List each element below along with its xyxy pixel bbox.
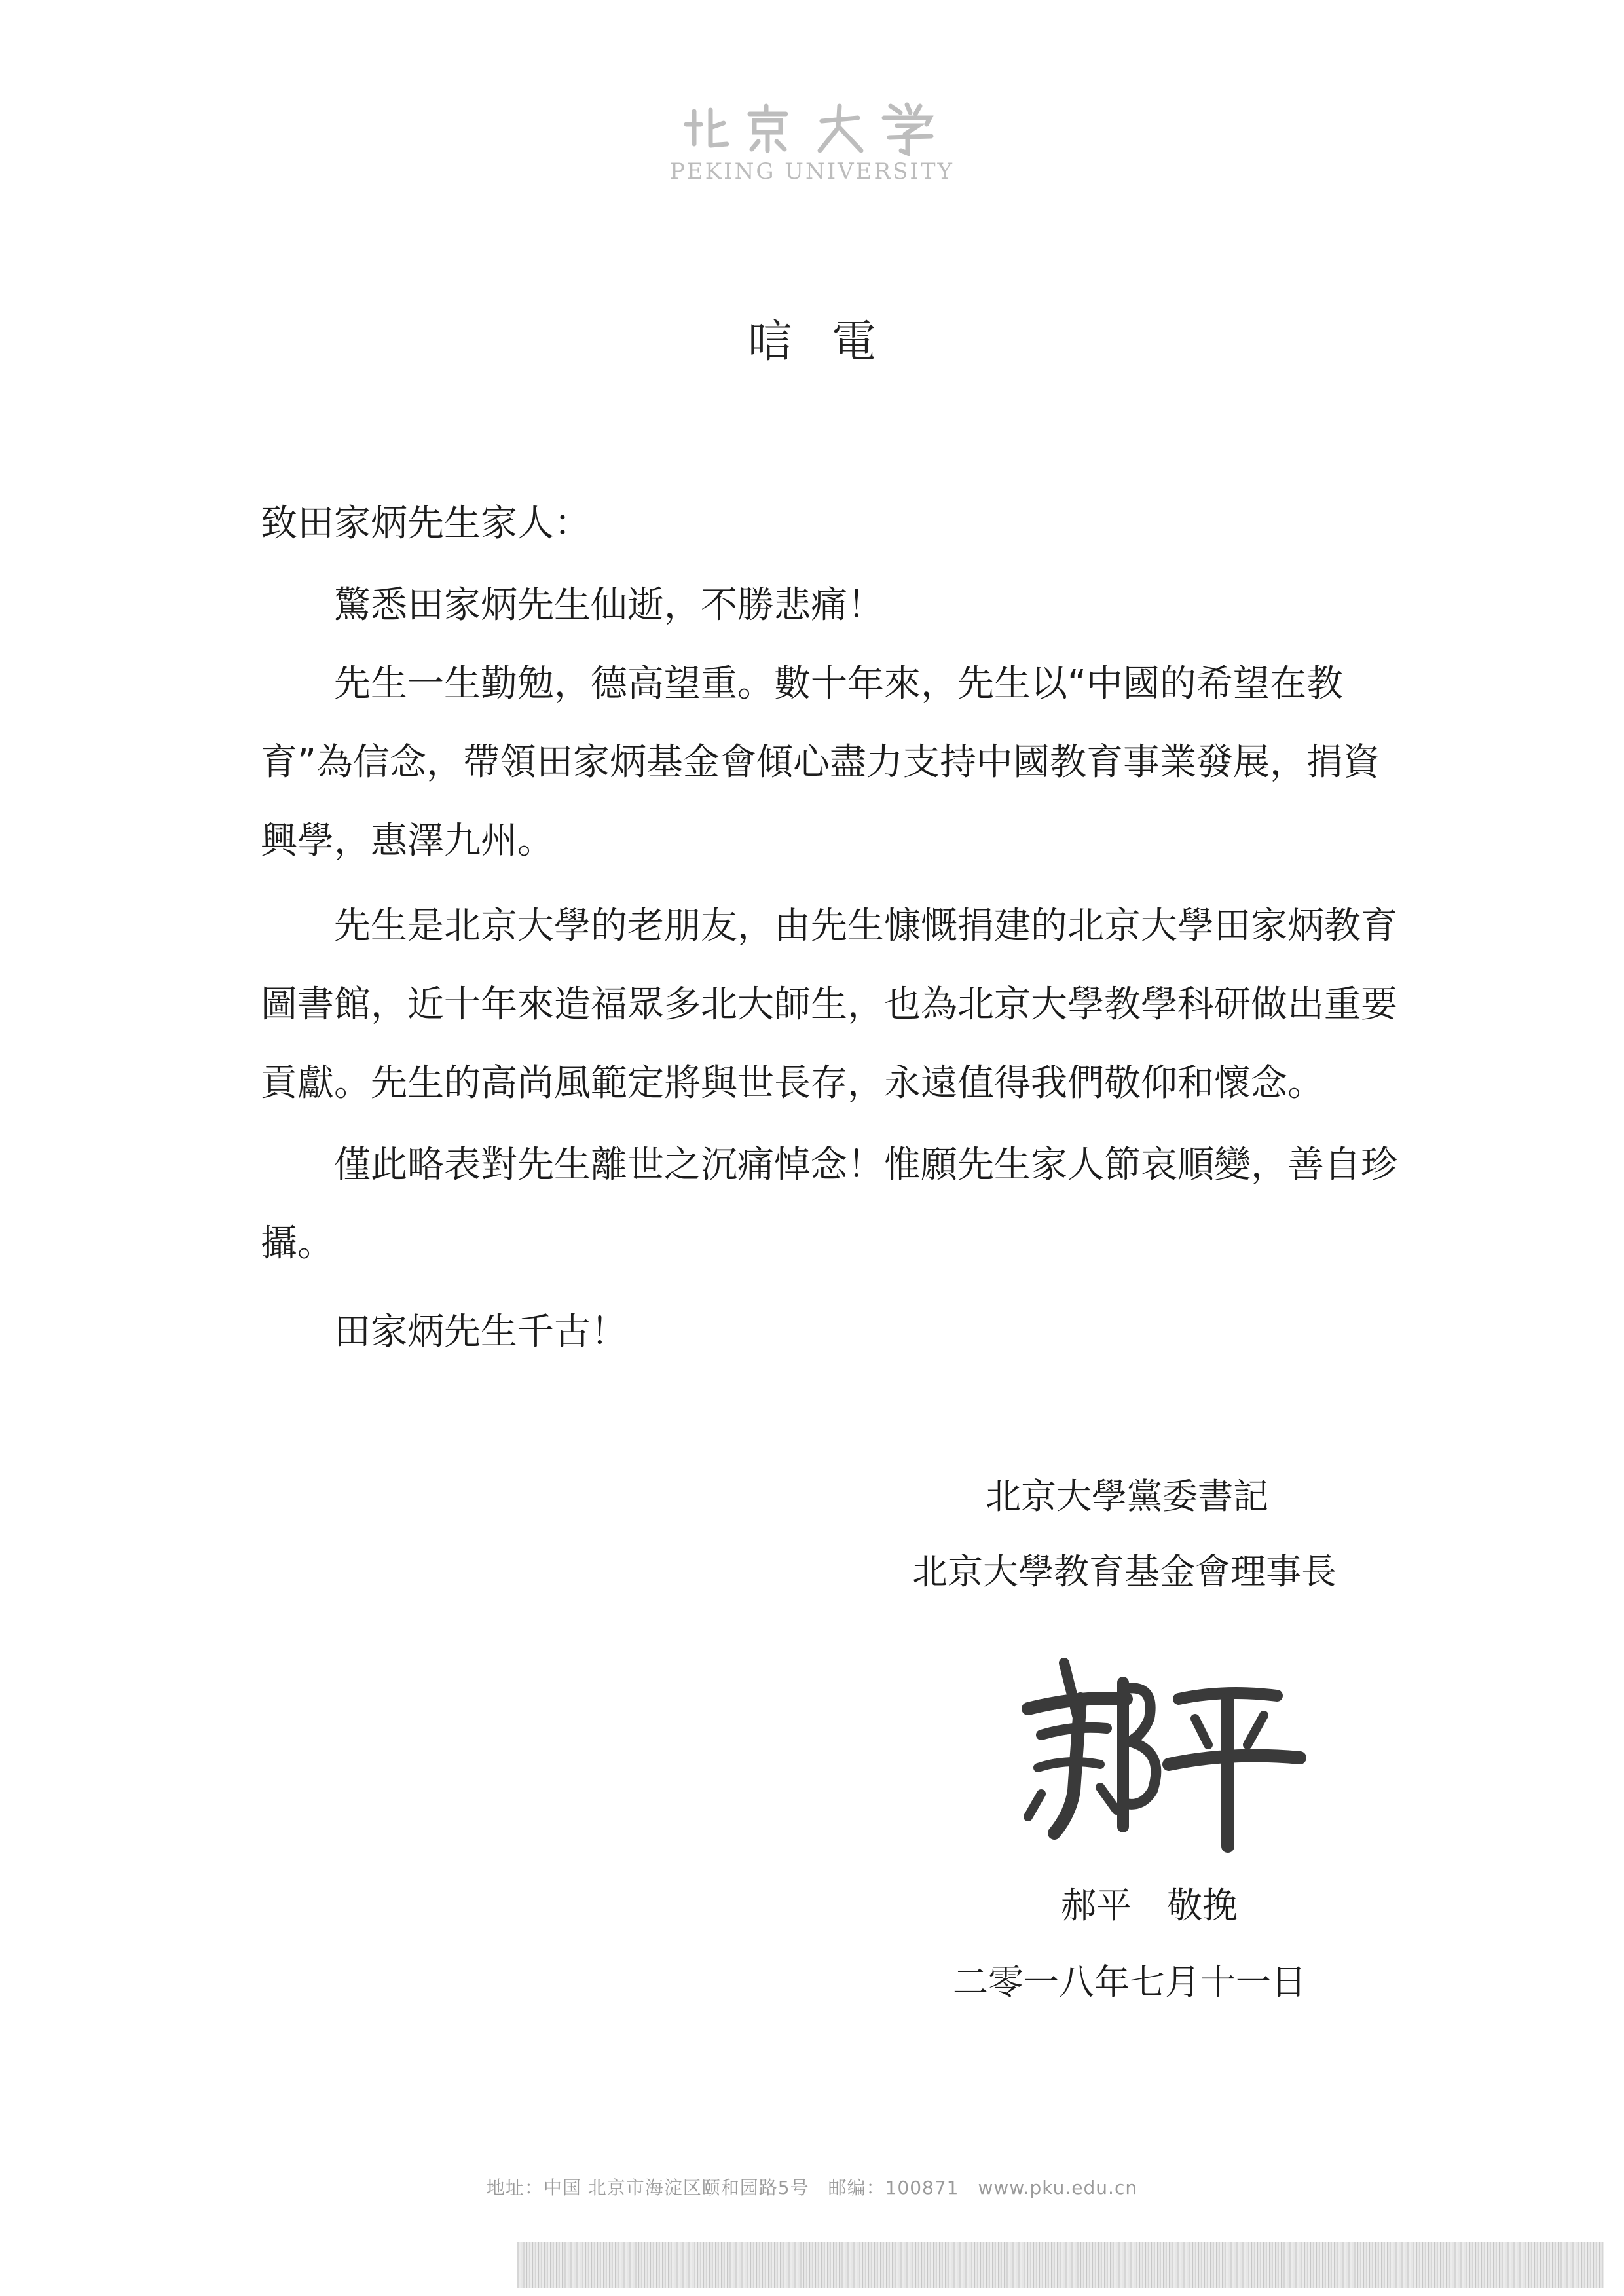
footer-address: 地址：中国 北京市海淀区颐和园路5号 邮编：100871 www.pku.edu.cn — [486, 2177, 1138, 2198]
paragraph-mourning: 僅此略表對先生離世之沉痛悼念！惟願先生家人節哀順變，善自珍攝。 — [261, 1144, 1397, 1265]
paragraph-pku-library: 先生是北京大學的老朋友，由先生慷慨捐建的北京大學田家炳教育圖書館，近十年來造福眾多北大師生，也為北京大學教學科研做出重要貢獻。先生的高尚風範定將與世長存，永遠值得我們敬仰和懷念。 — [261, 905, 1397, 1104]
paragraph-tribute: 先生一生勤勉，德高望重。數十年來，先生以“中國的希望在教育”為信念，帶領田家炳基金會傾心盡力支持中國教育事業發展，捐資興學，惠澤九州。 — [261, 663, 1380, 862]
salutation: 致田家炳先生家人： — [261, 502, 591, 545]
letterhead — [0, 98, 1624, 185]
footer-decorative-bar — [517, 2242, 1604, 2288]
paragraph-farewell: 田家炳先生千古！ — [334, 1311, 627, 1353]
document-title: 唁電 — [747, 316, 915, 368]
handwritten-signature — [1002, 1637, 1316, 1853]
signatory-title-foundation-chair: 北京大學教育基金會理事長 — [912, 1551, 1337, 1592]
letter-date: 二零一八年七月十一日 — [953, 1961, 1306, 2003]
signatory-title-party-secretary: 北京大學黨委書記 — [986, 1476, 1268, 1517]
university-english-name: PEKING UNIVERSITY — [670, 158, 954, 185]
peking-university-calligraphy-logo — [674, 98, 950, 157]
paragraph-condolence: 驚悉田家炳先生仙逝，不勝悲痛！ — [334, 584, 884, 627]
signatory-name-line: 郝平 敬挽 — [1061, 1885, 1238, 1926]
